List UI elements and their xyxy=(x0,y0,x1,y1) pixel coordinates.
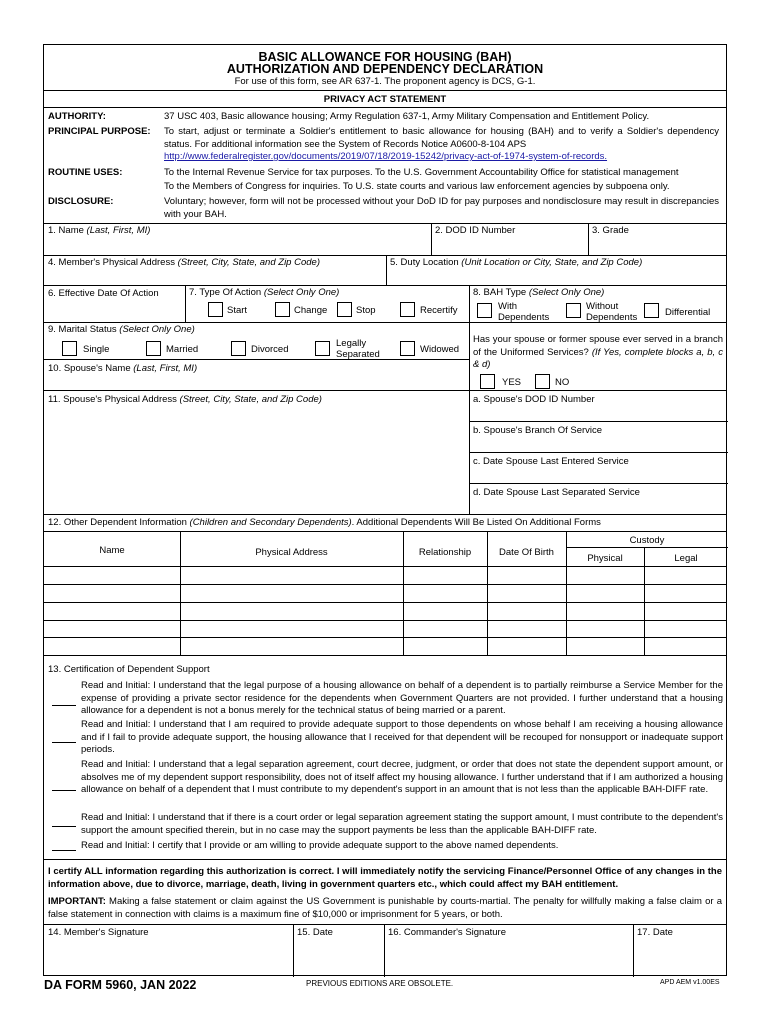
spouse-service-no-checkbox[interactable] xyxy=(535,374,550,389)
col-custody-legal-header: Legal xyxy=(674,553,698,564)
bah-differential-label: Differential xyxy=(665,307,711,318)
authority-text: 37 USC 403, Basic allowance housing; Army Regulation 637-1, Army Military Compensation and Entitlement Policy. xyxy=(164,111,650,122)
bah-differential-checkbox[interactable] xyxy=(644,303,659,318)
authority-label: AUTHORITY: xyxy=(48,111,106,122)
form-title-line2: AUTHORIZATION AND DEPENDENCY DECLARATION xyxy=(226,62,544,76)
disclosure-label: DISCLOSURE: xyxy=(48,196,114,207)
member-signature-label: 14. Member's Signature xyxy=(48,927,149,938)
form-subtitle: For use of this form, see AR 637-1. The proponent agency is DCS, G-1. xyxy=(234,76,536,87)
purpose-label: PRINCIPAL PURPOSE: xyxy=(48,126,151,137)
routine-text-1: To the Internal Revenue Service for tax purposes. To the U.S. Government Accountability Office for statistical management xyxy=(164,167,679,178)
spouse-service-yes-label: YES xyxy=(502,377,522,388)
marital-separated-checkbox[interactable] xyxy=(315,341,330,356)
important-statement: IMPORTANT: Making a false statement or claim against the US Government is punishable by courts-martial. The penalty for willfully making a false claim or a false statement in connection with claims is a maximum fine of $10,000 or imprisonment for 5 years, or both. xyxy=(48,896,722,920)
field-effective-date-label: 6. Effective Date Of Action xyxy=(48,288,159,299)
field-action-type-label: 7. Type Of Action (Select Only One) xyxy=(189,287,340,298)
spouse-service-yes-checkbox[interactable] xyxy=(480,374,495,389)
field-spouse-separated-label: d. Date Spouse Last Separated Service xyxy=(473,487,640,498)
certification-item-4: Read and Initial: I understand that if there is a court order or legal separation agreement stating the support amount, I must contribute to the dependent's support the amount specified therein, but in no case may the support payments be less than the applicable BAH-DIFF rate. xyxy=(81,812,723,836)
initial-line-3[interactable] xyxy=(52,790,76,791)
spouse-service-no-label: NO xyxy=(555,377,570,388)
routine-text-2: To the Members of Congress for inquiries. To U.S. state courts and various law enforcement agencies by subpoena only. xyxy=(164,181,670,192)
field-dod-id-label: 2. DOD ID Number xyxy=(435,225,516,236)
marital-widowed-label: Widowed xyxy=(420,344,460,355)
marital-widowed-checkbox[interactable] xyxy=(400,341,415,356)
dependent-row-2[interactable] xyxy=(44,585,728,602)
field-marital-status-label: 9. Marital Status (Select Only One) xyxy=(48,324,195,335)
initial-line-2[interactable] xyxy=(52,742,76,743)
col-relationship-header: Relationship xyxy=(418,547,472,558)
privacy-heading: PRIVACY ACT STATEMENT xyxy=(323,94,447,105)
action-change-label: Change xyxy=(294,305,328,316)
field-spouse-name-label: 10. Spouse's Name (Last, First, MI) xyxy=(48,363,198,374)
dependent-row-4[interactable] xyxy=(44,621,728,637)
marital-married-checkbox[interactable] xyxy=(146,341,161,356)
field-name-label: 1. Name (Last, First, MI) xyxy=(48,225,151,236)
action-stop-checkbox[interactable] xyxy=(337,302,352,317)
member-date-field[interactable] xyxy=(295,939,383,975)
marital-separated-label: Legally Separated xyxy=(336,338,380,360)
marital-single-label: Single xyxy=(83,344,110,355)
field-duty-location-label: 5. Duty Location (Unit Location or City, State, and Zip Code) xyxy=(390,257,643,268)
version-label: APD AEM v1.00ES xyxy=(660,979,720,986)
dependents-heading: 12. Other Dependent Information (Children and Secondary Dependents). Additional Dependents Will Be Listed On Additional Forms xyxy=(48,517,601,528)
commander-signature-label: 16. Commander's Signature xyxy=(388,927,506,938)
dependent-row-5[interactable] xyxy=(44,638,728,654)
commander-date-field[interactable] xyxy=(635,939,727,975)
commander-signature-field[interactable] xyxy=(386,939,631,975)
previous-editions-note: PREVIOUS EDITIONS ARE OBSOLETE. xyxy=(306,979,454,988)
field-bah-type-label: 8. BAH Type (Select Only One) xyxy=(473,287,605,298)
bah-form xyxy=(43,44,727,976)
spouse-service-question: Has your spouse or former spouse ever served in a branch of the Uniformed Services? (If Yes, complete blocks a, b, c & d) xyxy=(473,334,723,370)
bah-with-dependents-checkbox[interactable] xyxy=(477,303,492,318)
certification-heading: 13. Certification of Dependent Support xyxy=(48,664,210,675)
marital-single-checkbox[interactable] xyxy=(62,341,77,356)
form-id: DA FORM 5960, JAN 2022 xyxy=(44,978,197,992)
field-grade-label: 3. Grade xyxy=(592,225,629,236)
field-member-address-label: 4. Member's Physical Address (Street, City, State, and Zip Code) xyxy=(48,257,320,268)
marital-divorced-label: Divorced xyxy=(251,344,289,355)
dependent-row-3[interactable] xyxy=(44,603,728,620)
bah-with-dependents-label: With Dependents xyxy=(498,301,550,323)
initial-line-1[interactable] xyxy=(52,705,76,706)
commander-date-label: 17. Date xyxy=(637,927,673,938)
action-start-checkbox[interactable] xyxy=(208,302,223,317)
bah-without-dependents-checkbox[interactable] xyxy=(566,303,581,318)
certification-item-3: Read and Initial: I understand that a legal separation agreement, court decree, judgment, or order that does not state the dependent support amount, or absolves me of my dependent support responsibility, does not of itself affect my housing allowance. I further understand that if I am authorized a housing allowance on behalf of a dependent that I must contribute to my dependent's support in an amount that is not less than the applicable BAH-DIFF rate. xyxy=(81,759,723,795)
certification-item-5: Read and Initial: I certify that I provide or am willing to provide adequate support to the above named dependents. xyxy=(81,840,559,851)
certification-item-2: Read and Initial: I understand that I am required to provide adequate support to those dependents on whose behalf I am receiving a housing allowance and if I fail to provide adequate support, the housing allowance that I received for that dependent will be recouped for nonsupport or inadequate support periods. xyxy=(81,719,723,755)
marital-married-label: Married xyxy=(166,344,199,355)
col-custody-physical-header: Physical xyxy=(587,553,623,564)
action-stop-label: Stop xyxy=(356,305,376,316)
disclosure-text: Voluntary; however, form will not be processed without your DoD ID for pay purposes and nondisclosure may result in discrepancies with your BAH. xyxy=(164,196,719,220)
certification-item-1: Read and Initial: I understand that the legal purpose of a housing allowance on behalf of a dependent is to partially reimburse a Service Member for the expense of providing a private sector residence for the dependents when Government Quarters are not provided. I further understand that a housing allowance for a dependent is not a bonus merely for the technical status of being married or a parent. xyxy=(81,680,723,716)
col-name-header: Name xyxy=(99,545,125,556)
action-recertify-label: Recertify xyxy=(420,305,458,316)
field-spouse-address-label: 11. Spouse's Physical Address (Street, City, State, and Zip Code) xyxy=(48,394,322,405)
field-spouse-dod-id-label: a. Spouse's DOD ID Number xyxy=(473,394,595,405)
form-title-line1: BASIC ALLOWANCE FOR HOUSING (BAH) xyxy=(258,50,512,64)
dependent-row-1[interactable] xyxy=(44,567,728,584)
action-start-label: Start xyxy=(227,305,248,316)
field-spouse-entered-label: c. Date Spouse Last Entered Service xyxy=(473,456,629,467)
initial-line-5[interactable] xyxy=(52,850,76,851)
col-custody-header: Custody xyxy=(629,535,665,546)
initial-line-4[interactable] xyxy=(52,826,76,827)
marital-divorced-checkbox[interactable] xyxy=(231,341,246,356)
member-date-label: 15. Date xyxy=(297,927,333,938)
col-address-header: Physical Address xyxy=(255,547,328,558)
member-signature-field[interactable] xyxy=(45,939,292,975)
routine-label: ROUTINE USES: xyxy=(48,167,123,178)
col-dob-header: Date Of Birth xyxy=(499,547,554,558)
action-change-checkbox[interactable] xyxy=(275,302,290,317)
field-spouse-branch-label: b. Spouse's Branch Of Service xyxy=(473,425,603,436)
privacy-link[interactable]: http://www.federalregister.gov/documents/2019/07/18/2019-15242/privacy-act-of-1974-system-of-records. xyxy=(164,151,608,162)
action-recertify-checkbox[interactable] xyxy=(400,302,415,317)
bah-without-dependents-label: Without Dependents xyxy=(586,301,638,323)
certify-statement: I certify ALL information regarding this authorization is correct. I will immediately notify the servicing Finance/Personnel Office of any changes in the information above, due to divorce, marriage, death, living in government quarters etc., which could affect my BAH entitlement. xyxy=(48,866,722,890)
purpose-text: To start, adjust or terminate a Soldier's entitlement to basic allowance for housing (BAH) and to verify a Soldier's dependency status. For additional information see the System of Records Notice A0600-8-104 APS xyxy=(164,126,719,150)
